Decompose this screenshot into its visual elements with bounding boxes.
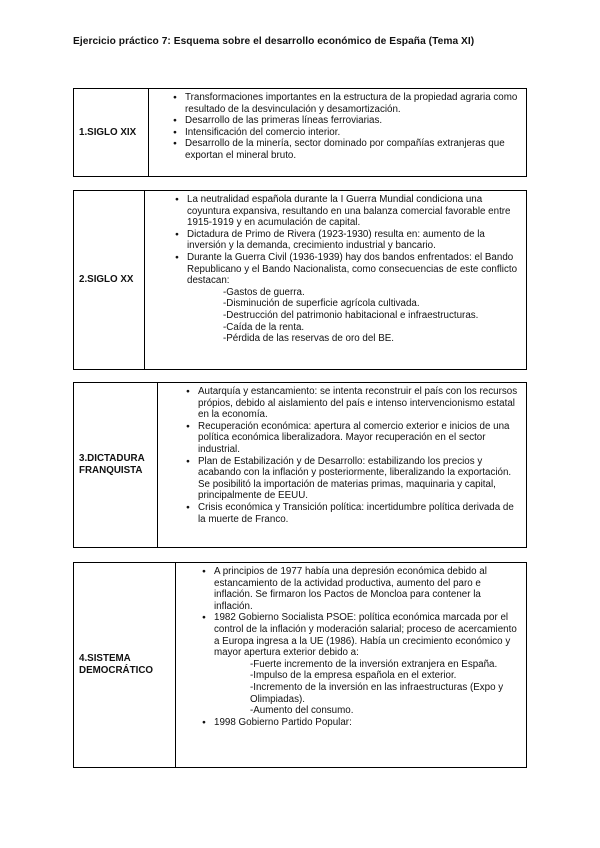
sub-item: -Fuerte incremento de la inversión extranjera en España. (250, 658, 498, 670)
section-siglo-xx (73, 190, 527, 370)
section-label (74, 383, 158, 548)
section-siglo-xix (73, 88, 527, 177)
sub-item: -Impulso de la empresa española en el exterior. (250, 670, 457, 682)
sub-item: -Disminución de superficie agrícola cultivada. (223, 298, 420, 310)
section-label-line: 3.DICTADURA (79, 453, 145, 465)
bullet-item: ● Dictadura de Primo de Rivera (1923-1930) resulta en: aumento de la inversión y la demanda, crecimiento industrial y bancario. (149, 229, 522, 252)
section-content (149, 89, 527, 177)
section-content (145, 191, 527, 370)
bullet-item: ● Recuperación económica: apertura al comercio exterior e inicios de una política económica liberalizadora. Mayor recuperación en el sector industrial. (162, 421, 522, 456)
section-label-line: FRANQUISTA (79, 465, 143, 476)
document-title: Ejercicio práctico 7: Esquema sobre el desarrollo económico de España (Tema XI) (73, 36, 475, 47)
section-label (74, 563, 176, 768)
section-label: 2.SIGLO XX (74, 191, 145, 370)
section-dictadura-franquista (73, 382, 527, 548)
bullet-item: ● Plan de Estabilización y de Desarrollo: estabilizando los precios y acabando con la inflación y posteriormente, liberalizando la exportación. Se posibilitó la importación de materias primas, maquinaria y capital, principalmente de EEUU. (162, 456, 522, 502)
bullet-item: ● Desarrollo de las primeras líneas ferroviarias. (153, 115, 522, 127)
sub-item: -Gastos de guerra. (223, 286, 305, 298)
bullet-item: ● 1982 Gobierno Socialista PSOE: política económica marcada por el control de la inflación y moderación salarial; proceso de acercamiento a Europa ingresa a la UE (1986). Había un crecimiento económico y mayor apertura exterior debido a: (180, 612, 522, 658)
section-sistema-democratico (73, 562, 527, 768)
bullet-item: ● A principios de 1977 había una depresión económica debido al estancamiento de la actividad productiva, aumento del paro e inflación. Se firmaron los Pactos de Moncloa para contener la inflación. (180, 566, 522, 612)
bullet-item: ● Durante la Guerra Civil (1936-1939) hay dos bandos enfrentados: el Bando Republicano y el Bando Nacionalista, como consecuencias de este conflicto destacan: (149, 252, 522, 287)
section-label-line: DEMOCRÁTICO (79, 665, 154, 676)
bullet-item: ● 1998 Gobierno Partido Popular: (180, 717, 522, 729)
sub-item: -Destrucción del patrimonio habitacional e infraestructuras. (223, 309, 479, 321)
bullet-item: ● Intensificación del comercio interior. (153, 127, 522, 139)
sub-item: -Pérdida de las reservas de oro del BE. (223, 333, 394, 345)
section-label: 1.SIGLO XIX (74, 89, 149, 177)
sub-item: -Aumento del consumo. (250, 705, 354, 717)
section-content (176, 563, 527, 768)
bullet-item: ● Autarquía y estancamiento: se intenta reconstruir el país con los recursos própios, debido al aislamiento del país e intenso intervencionismo estatal en la economía. (162, 386, 522, 421)
section-label-line: 4.SISTEMA (79, 653, 131, 665)
sub-item: -Caída de la renta. (223, 321, 305, 333)
bullet-item: ● Crisis económica y Transición política: incertidumbre política derivada de la muerte de Franco. (162, 502, 522, 525)
sub-item: -Incremento de la inversión en las infraestructuras (Expo y Olimpiadas). (250, 681, 504, 705)
bullet-item: ● Desarrollo de la minería, sector dominado por compañías extranjeras que exportan el mineral bruto. (153, 138, 522, 161)
section-content (158, 383, 527, 548)
bullet-item: ● La neutralidad española durante la I Guerra Mundial condiciona una coyuntura expansiva, resultando en una balanza comercial favorable entre 1915-1919 y en acumulación de capital. (149, 194, 522, 229)
bullet-item: ● Transformaciones importantes en la estructura de la propiedad agraria como resultado de la desvinculación y desamortización. (153, 92, 522, 115)
